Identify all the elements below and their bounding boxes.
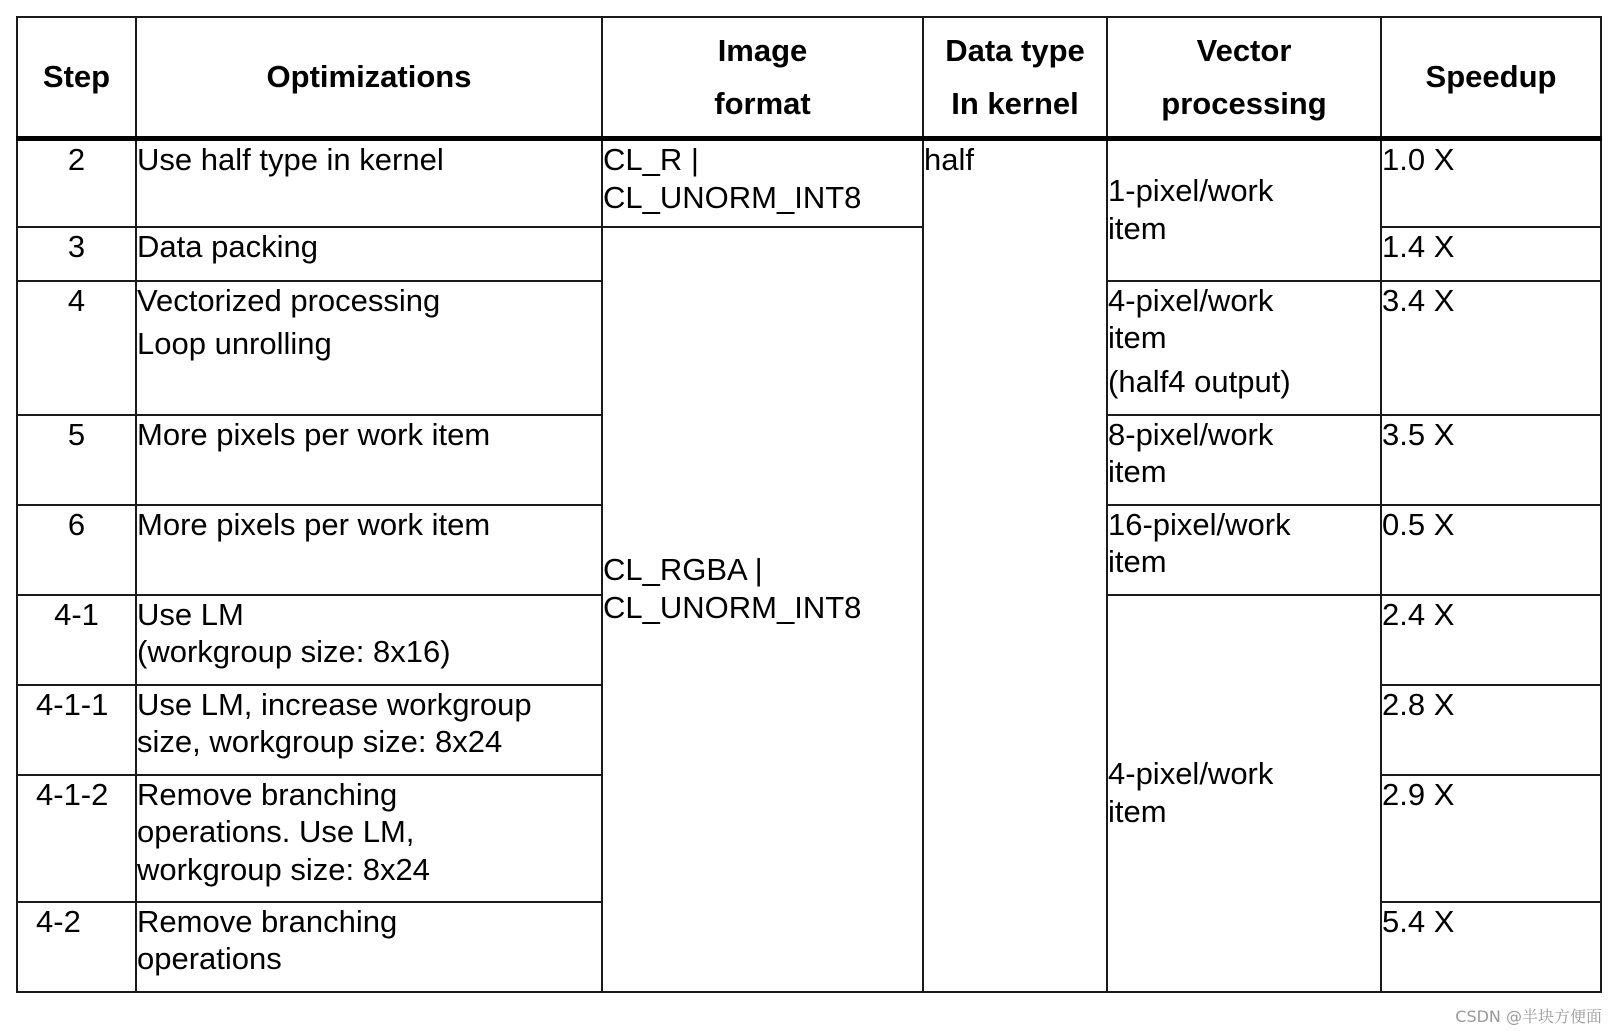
speedup-cell: 2.8 X [1381,685,1601,775]
table-header-row [17,17,1601,139]
step-cell: 4-1 [17,595,136,685]
optimization-table [16,16,1602,993]
header-data-type: Data type In kernel [923,17,1107,139]
step-cell: 4 [17,281,136,415]
vector-processing-cell: 16-pixel/work item [1107,505,1381,595]
watermark: CSDN @半块方便面 [1455,1007,1602,1026]
optimization-cell: Remove branching operations. Use LM, workgroup size: 8x24 [136,775,602,902]
vector-processing-cell: 4-pixel/work item (half4 output) [1107,281,1381,415]
header-vector-processing: Vector processing [1107,17,1381,139]
data-type-cell: half [923,139,1107,992]
optimization-cell: Use half type in kernel [136,139,602,227]
step-cell: 4-2 [17,902,136,992]
optimization-cell: More pixels per work item [136,505,602,595]
optimization-cell: Data packing [136,227,602,281]
speedup-cell: 5.4 X [1381,902,1601,992]
speedup-cell: 1.4 X [1381,227,1601,281]
vector-processing-cell: 4-pixel/work item [1107,595,1381,992]
header-step: Step [17,17,136,139]
optimization-cell: Use LM, increase workgroup size, workgroup size: 8x24 [136,685,602,775]
vector-processing-cell: 1-pixel/work item [1107,139,1381,281]
table-row [17,139,1601,227]
optimization-cell: Remove branching operations [136,902,602,992]
step-cell: 4-1-1 [17,685,136,775]
speedup-cell: 1.0 X [1381,139,1601,227]
optimization-cell: Use LM (workgroup size: 8x16) [136,595,602,685]
header-speedup: Speedup [1381,17,1601,139]
step-cell: 4-1-2 [17,775,136,902]
header-optimizations: Optimizations [136,17,602,139]
step-cell: 6 [17,505,136,595]
vector-processing-cell: 8-pixel/work item [1107,415,1381,505]
step-cell: 3 [17,227,136,281]
step-cell: 5 [17,415,136,505]
speedup-cell: 2.9 X [1381,775,1601,902]
speedup-cell: 3.4 X [1381,281,1601,415]
optimization-cell: Vectorized processing Loop unrolling [136,281,602,415]
speedup-cell: 3.5 X [1381,415,1601,505]
optimization-cell: More pixels per work item [136,415,602,505]
image-format-cell: CL_R | CL_UNORM_INT8 [602,139,923,227]
step-cell: 2 [17,139,136,227]
image-format-cell: CL_RGBA | CL_UNORM_INT8 [602,227,923,992]
speedup-cell: 2.4 X [1381,595,1601,685]
header-image-format: Image format [602,17,923,139]
speedup-cell: 0.5 X [1381,505,1601,595]
